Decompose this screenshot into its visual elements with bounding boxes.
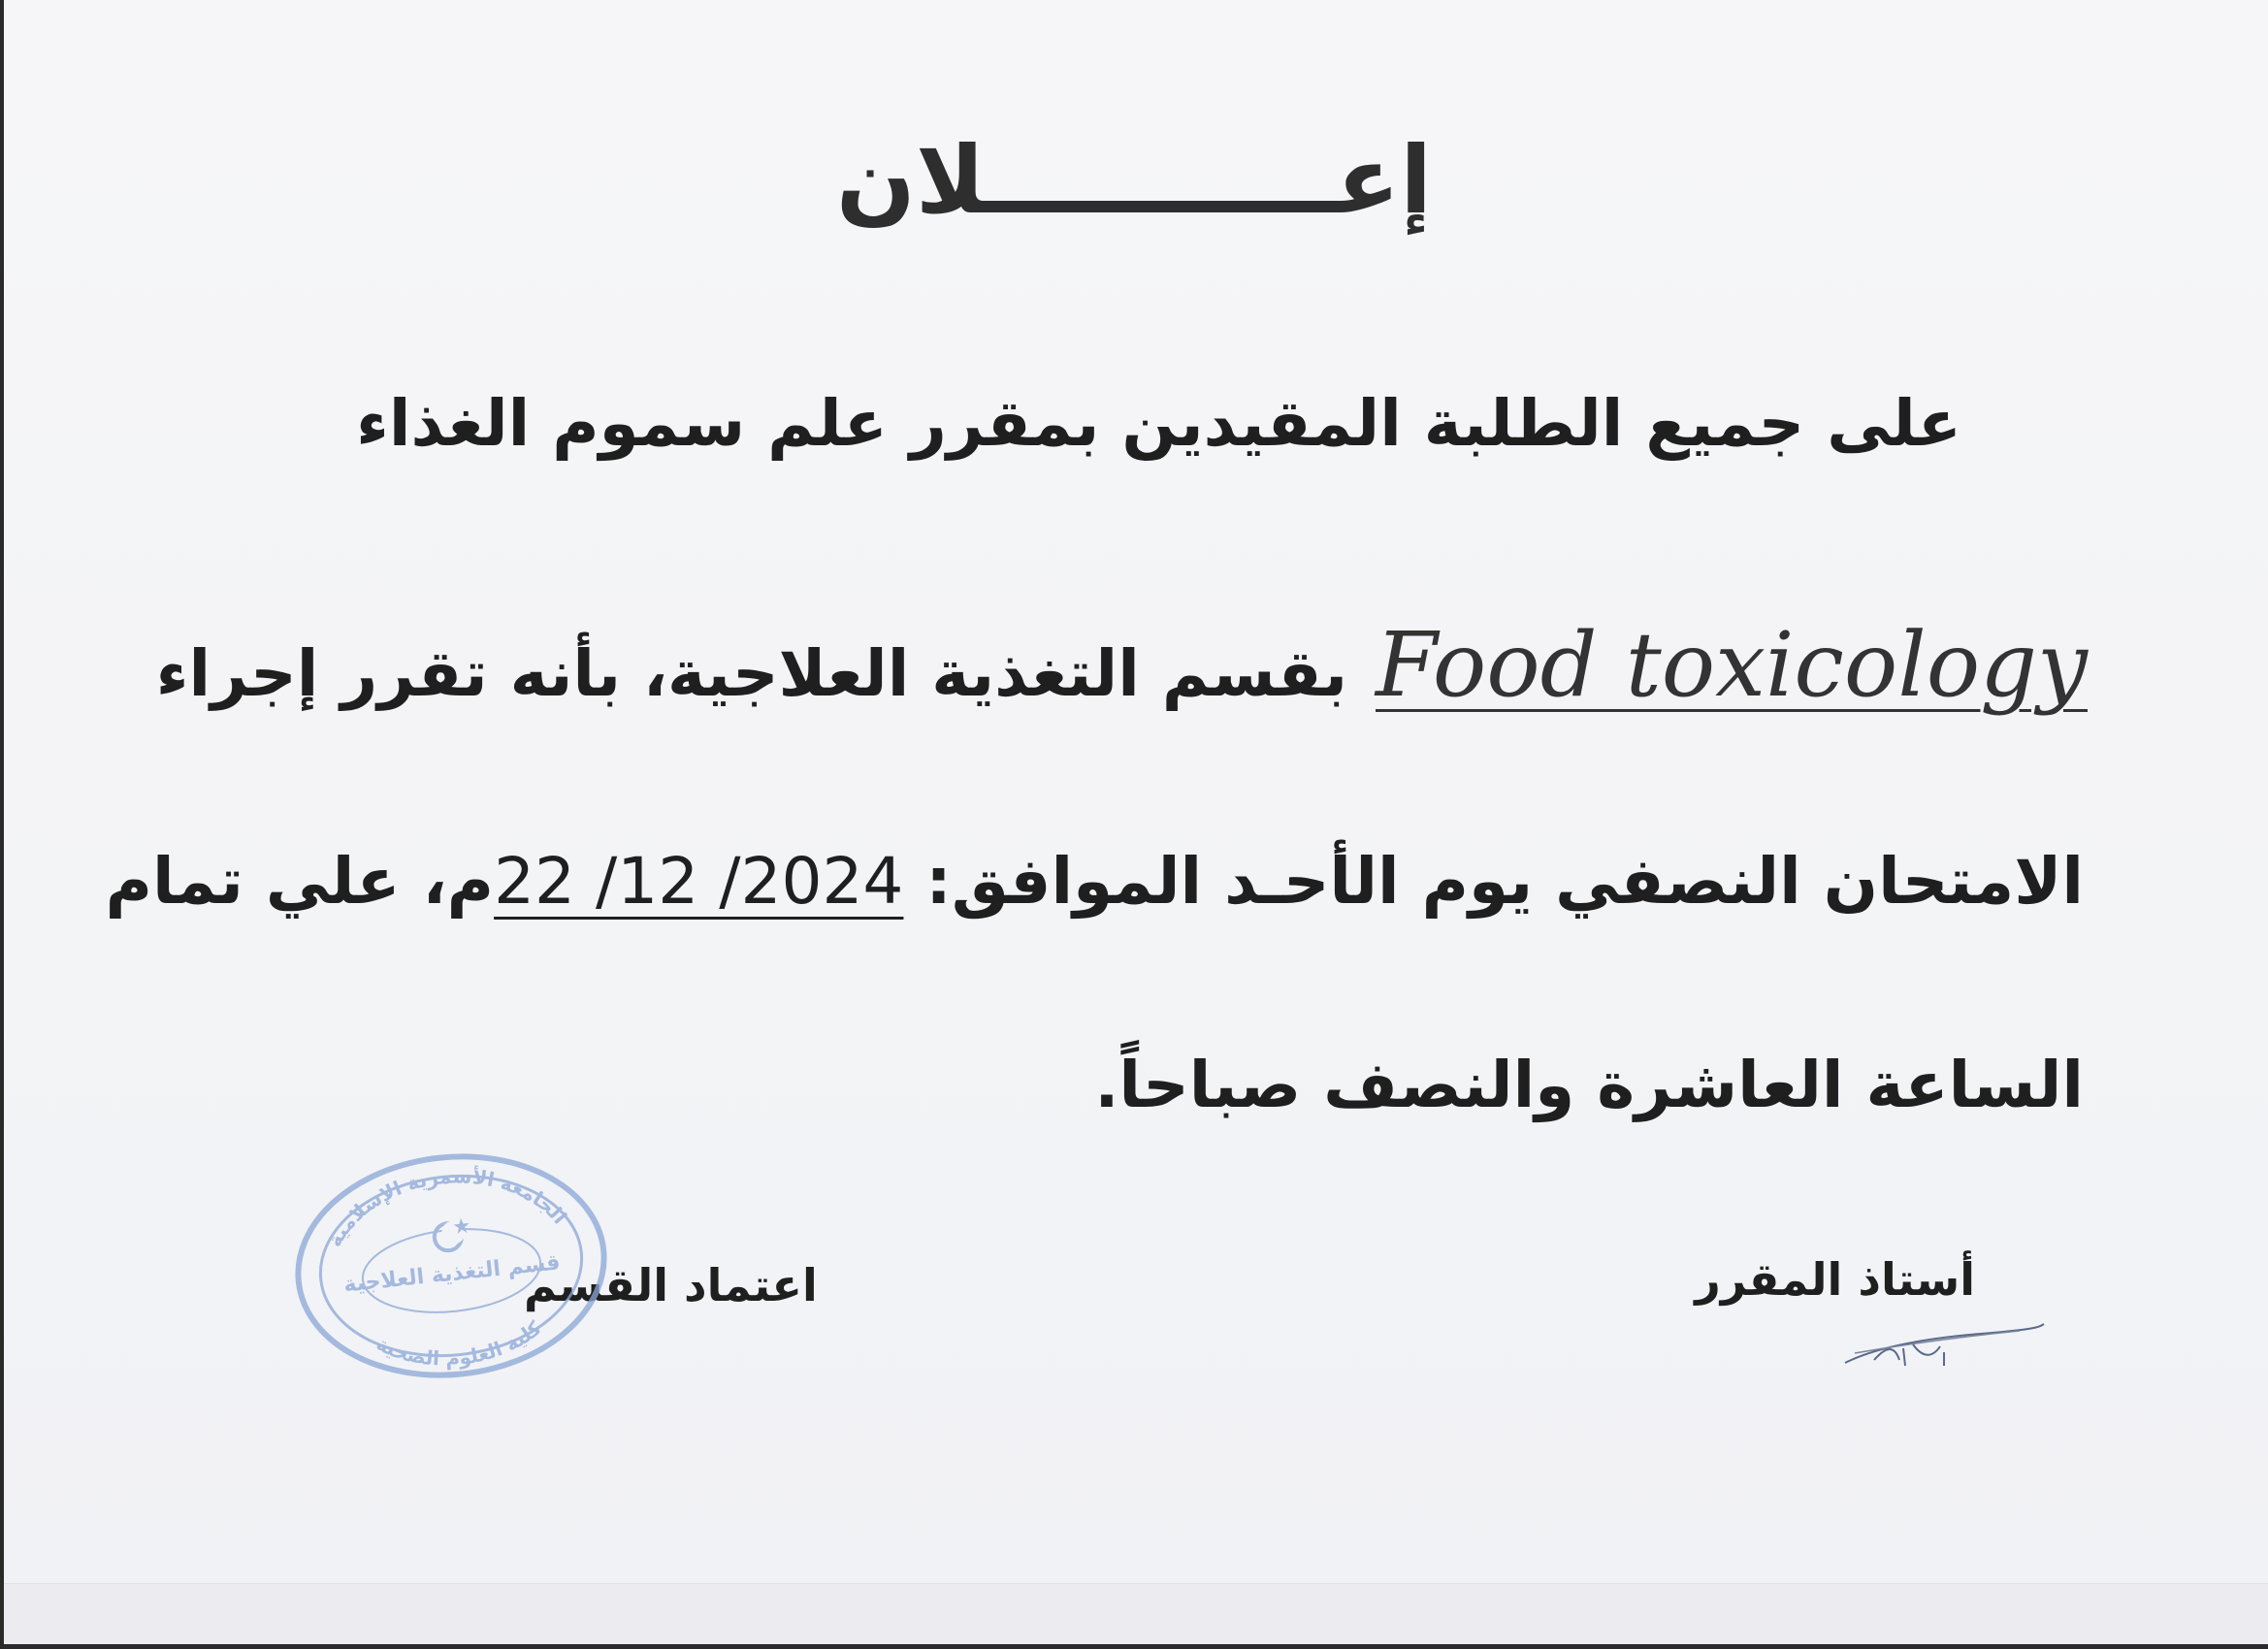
announcement-line-1: على جميع الطلبة المقيدين بمقرر علم سموم الغذاء [356,386,1961,461]
announcement-line-4: الساعة العاشرة والنصف صباحاً. [1094,1048,2084,1122]
course-professor-label: أستاذ المقرر [1695,1253,1975,1306]
course-name-english: Food toxicology [1376,613,2088,717]
stamp-inner-text: قسم التغذية العلاجية [342,1250,562,1298]
stamp-bottom-text: كلية العلوم الصحية [373,1315,546,1371]
announcement-title: إعـــــــــــلان [835,126,1433,235]
exam-day: الأحـد [1224,844,1400,919]
scan-bottom-band [4,1583,2268,1644]
exam-intro-text: الامتحان النصفي يوم [1421,844,2084,919]
date-label: الموافق: [925,844,1203,919]
handwritten-signature [1835,1310,2049,1377]
exam-time-intro: م، علي تمام [105,844,495,919]
exam-date: 22 /12 /2024 [494,844,904,919]
department-approval-label: اعتماد القسم [524,1259,818,1311]
department-seal-stamp [279,1133,622,1398]
announcement-line-3 [106,844,2084,919]
announcement-line-2-text: بقسم التغذية العلاجية، بأنه تقرر إجراء [155,636,1348,711]
announcement-line-2 [156,613,2093,717]
stamp-outer-text: الجامعة الأسمرية الإسلامية [322,1164,572,1251]
